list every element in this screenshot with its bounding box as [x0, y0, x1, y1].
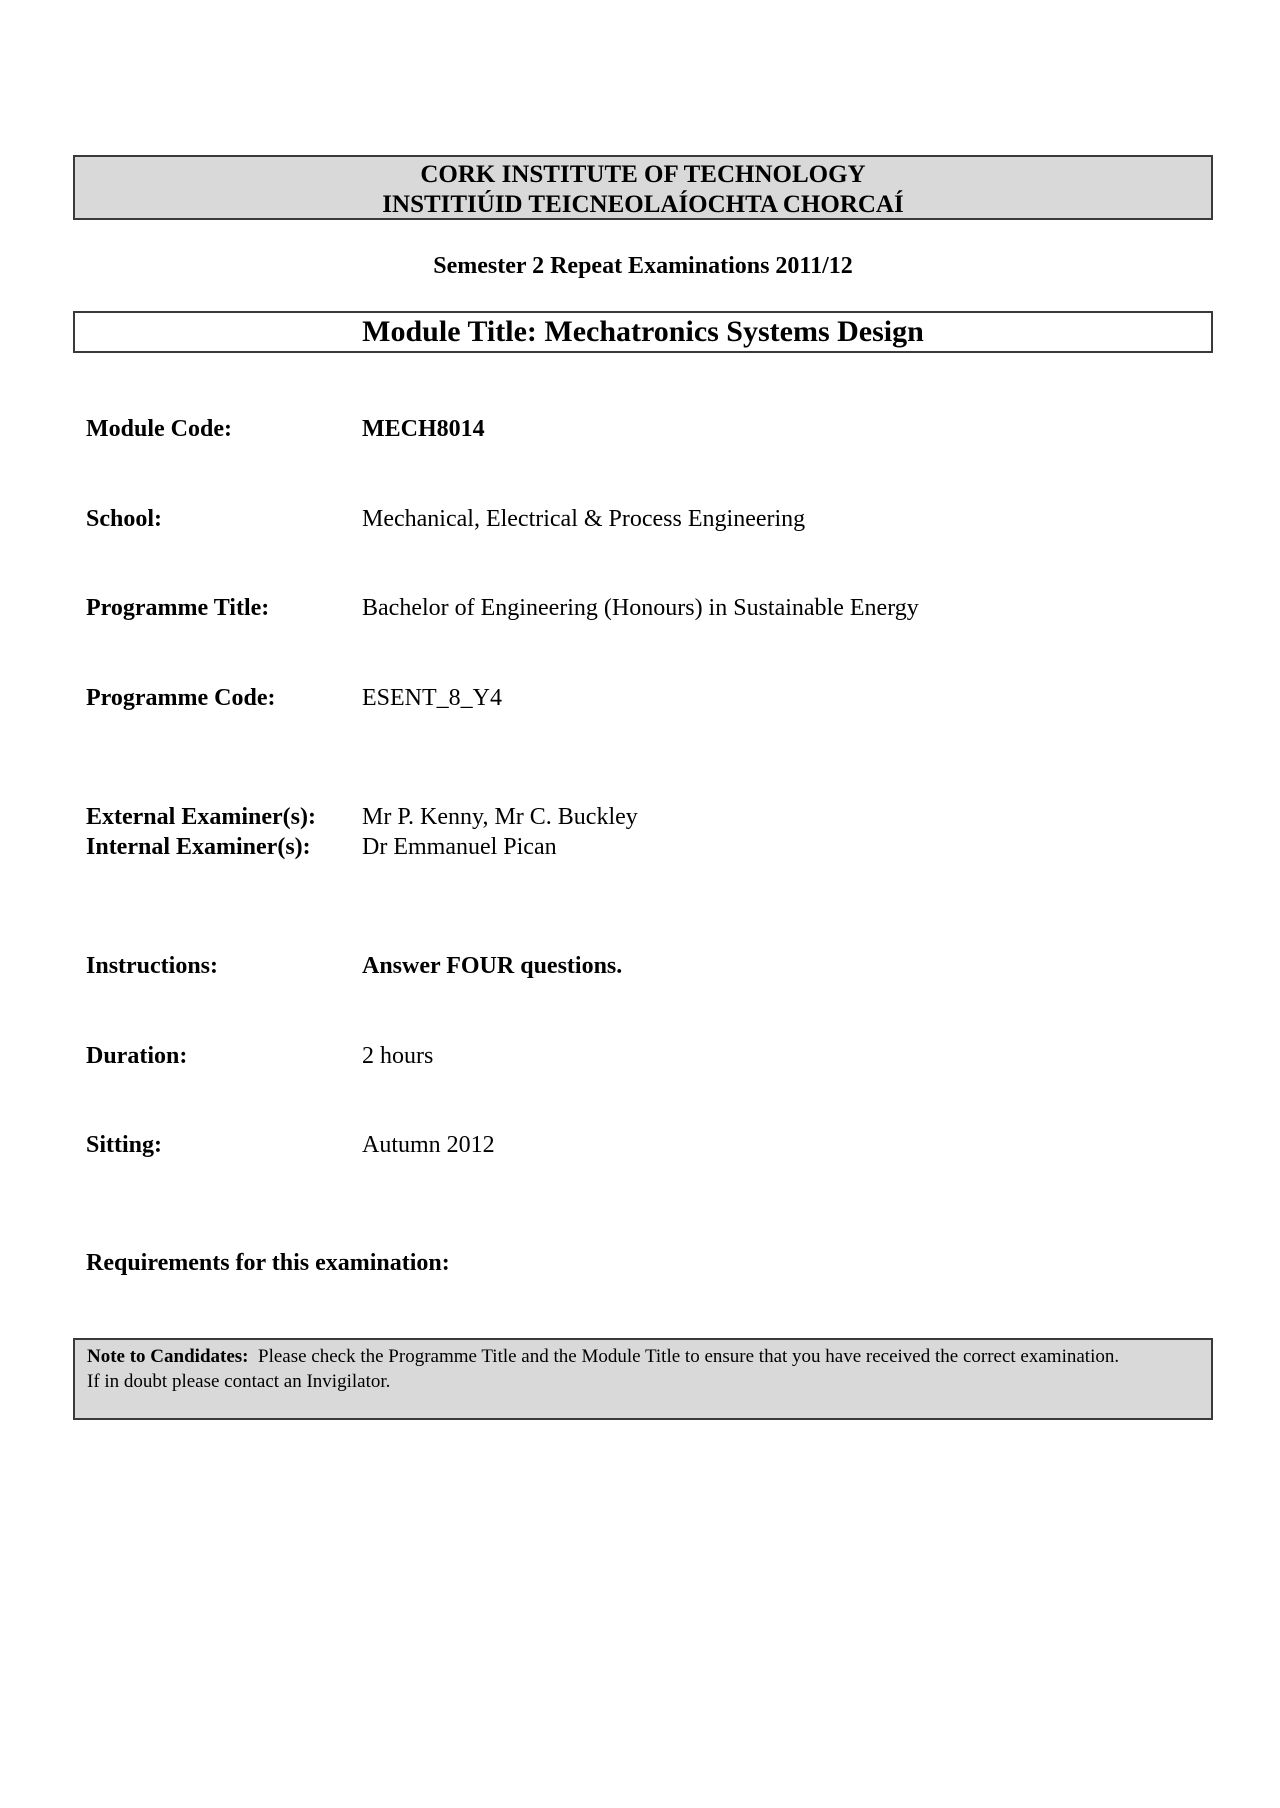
external-examiners-value: Mr P. Kenny, Mr C. Buckley — [362, 804, 638, 830]
module-code-value: MECH8014 — [362, 416, 485, 442]
programme-code-label: Programme Code: — [86, 685, 276, 711]
note-text: Please check the Programme Title and the Module Title to ensure that you have received the correct examination. — [258, 1346, 1120, 1367]
programme-title-value: Bachelor of Engineering (Honours) in Sustainable Energy — [362, 595, 919, 621]
institution-name-irish: INSTITIÚID TEICNEOLAÍOCHTA CHORCAÍ — [382, 191, 904, 218]
module-title: Module Title: Mechatronics Systems Design — [73, 311, 1213, 353]
duration-label: Duration: — [86, 1043, 188, 1069]
note-doubt-text: If in doubt please contact an Invigilator. — [87, 1371, 391, 1392]
exam-session-title: Semester 2 Repeat Examinations 2011/12 — [433, 253, 853, 279]
sitting-label: Sitting: — [86, 1132, 163, 1158]
school-label: School: — [86, 506, 163, 532]
note-label: Note to Candidates: — [87, 1346, 249, 1367]
requirements-heading: Requirements for this examination: — [86, 1250, 450, 1276]
instructions-value: Answer FOUR questions. — [362, 953, 623, 979]
programme-title-label: Programme Title: — [86, 595, 270, 621]
internal-examiners-label: Internal Examiner(s): — [86, 834, 311, 860]
school-value: Mechanical, Electrical & Process Engineering — [362, 506, 806, 532]
institution-header — [73, 155, 1213, 220]
sitting-value: Autumn 2012 — [362, 1132, 495, 1158]
duration-value: 2 hours — [362, 1043, 434, 1069]
module-code-label: Module Code: — [86, 416, 232, 442]
programme-code-value: ESENT_8_Y4 — [362, 685, 502, 711]
note-to-candidates — [73, 1338, 1213, 1420]
external-examiners-label: External Examiner(s): — [86, 804, 316, 830]
institution-name-english: CORK INSTITUTE OF TECHNOLOGY — [420, 161, 866, 188]
internal-examiners-value: Dr Emmanuel Pican — [362, 834, 557, 860]
instructions-label: Instructions: — [86, 953, 219, 979]
